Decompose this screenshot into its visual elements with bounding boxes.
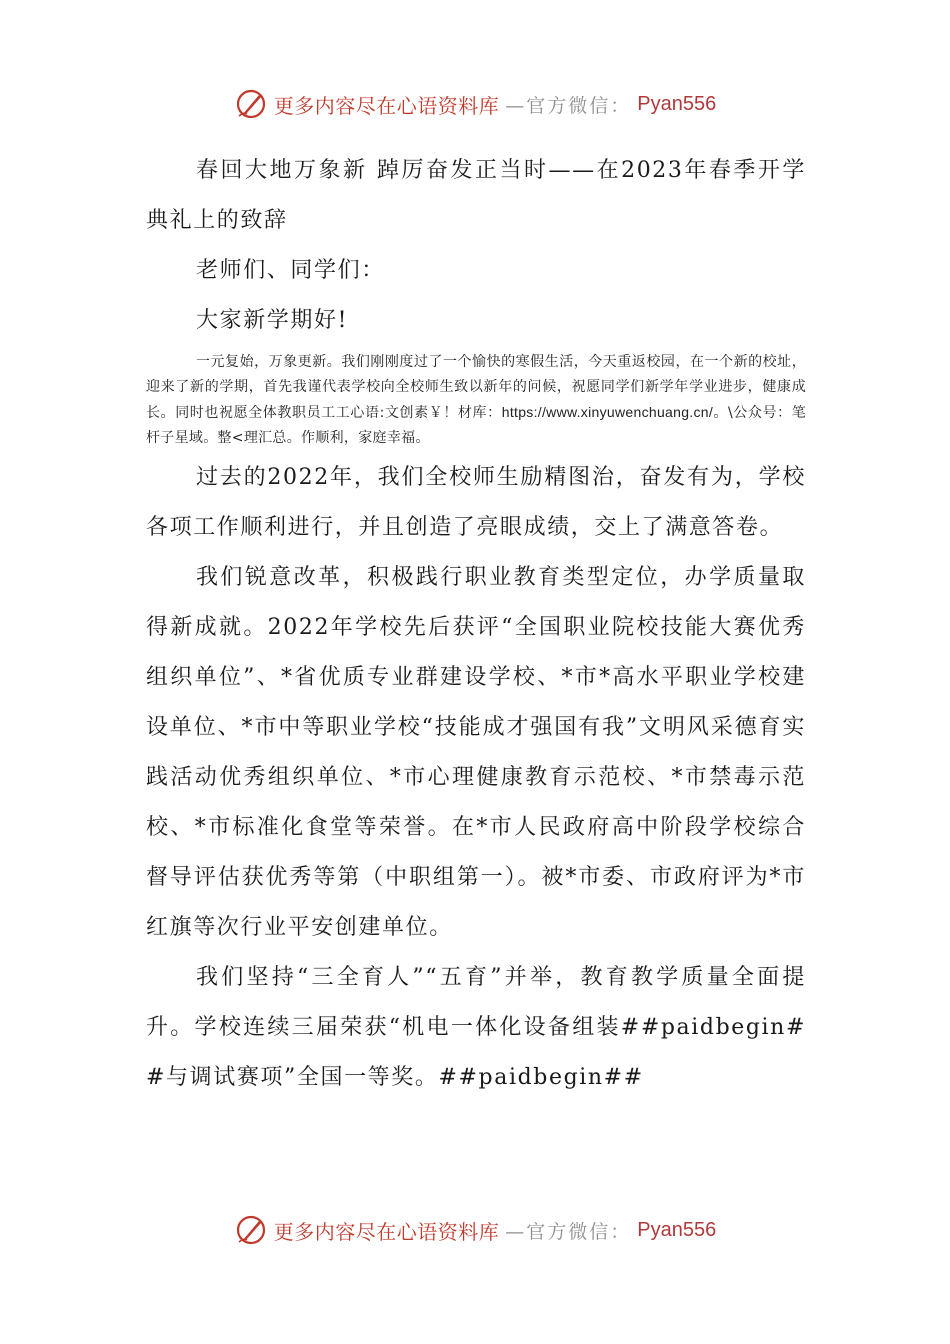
document-title: 春回大地万象新 踔厉奋发正当时——在2023年春季开学典礼上的致辞 xyxy=(146,158,806,233)
body-paragraph: 我们锐意改革，积极践行职业教育类型定位，办学质量取得新成就。2022年学校先后获评“全国职业院校技能大赛优秀组织单位”、*省优质专业群建设学校、*市*高水平职业学校建设单位、*市中等职业学校“技能成才强国有我”文明风采德育实践活动优秀组织单位、*市心理健康教育示范校、*市禁毒示范校、*市标准化食堂等荣誉。在*市人民政府高中阶段学校综合督导评估获优秀等第（中职组第一）。被*市委、市政府评为*市红旗等次行业平安创建单位。 xyxy=(146,565,806,940)
small-paragraph-text-b: 。\公众号：笔杆子星域。整<理汇总。作顺利，家庭幸福。 xyxy=(146,405,806,446)
salutation: 老师们、同学们： xyxy=(196,258,385,283)
banner-subtext: —官方微信： xyxy=(505,94,632,117)
greeting: 大家新学期好! xyxy=(196,308,349,333)
banner-wechat-id: Pyan556 xyxy=(637,92,717,115)
small-paragraph-text-a: 一元复始，万象更新。我们刚刚度过了一个愉快的寒假生活，今天重返校园，在一个新的校址，迎来了新的学期，首先我谨代表学校向全校师生致以新年的问候，祝愿同学们新学年学业进步，健康成长。同时也祝愿全体教职员工工心语:文创素￥！材库： xyxy=(146,354,806,421)
body-paragraph: 过去的2022年，我们全校师生励精图治，奋发有为，学校各项工作顺利进行，并且创造了亮眼成绩，交上了满意答卷。 xyxy=(146,465,806,540)
banner-wechat-id: Pyan556 xyxy=(637,1218,717,1241)
banner-subtext: —官方微信： xyxy=(505,1220,632,1243)
footer-banner xyxy=(0,1210,950,1250)
document-body xyxy=(146,146,806,1103)
header-banner xyxy=(0,84,950,124)
banner-text: 更多内容尽在心语资料库 xyxy=(273,1219,500,1244)
small-paragraph-url: https://www.xinyuwenchuang.cn/ xyxy=(501,404,714,420)
quill-pen-circle-icon xyxy=(234,87,268,121)
body-paragraph: 我们坚持“三全育人”“五育”并举，教育教学质量全面提升。学校连续三届荣获“机电一体化设备组装##paidbegin##与调试赛项”全国一等奖。##paidbegin## xyxy=(146,965,806,1090)
small-paragraph xyxy=(146,346,806,453)
banner-text: 更多内容尽在心语资料库 xyxy=(273,93,500,118)
quill-pen-circle-icon xyxy=(234,1213,268,1247)
